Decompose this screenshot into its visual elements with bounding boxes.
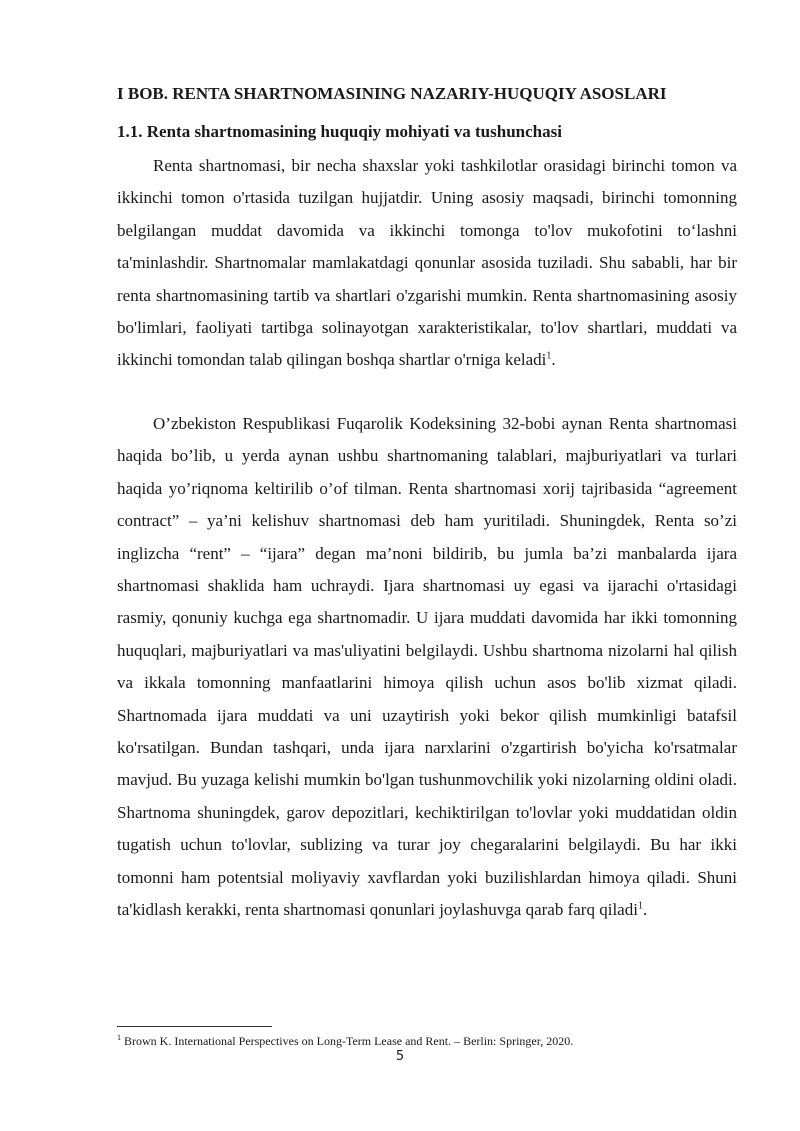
paragraph-2 bbox=[117, 408, 737, 927]
paragraph-1-text: Renta shartnomasi, bir necha shaxslar yoki tashkilotlar orasidagi birinchi tomon va ikkinchi tomon o'rtasida tuzilgan hujjatdir. Uning asosiy maqsadi, birinchi tomonning belgilangan muddat davomida va ikkinchi tomonga to'lov mukofotini to‘lashni ta'minlashdir. Shartnomalar mamlakatdagi qonunlar asosida tuziladi. Shu sababli, har bir renta shartnomasining tartib va shartlari o'zgarishi mumkin. Renta shartnomasining asosiy bo'limlari, faoliyati tartibga solinayotgan xarakteristikalar, to'lov shartlari, muddati va ikkinchi tomondan talab qilingan boshqa shartlar o'rniga keladi bbox=[117, 156, 737, 370]
footnote-text: Brown K. International Perspectives on Long-Term Lease and Rent. – Berlin: Springer, 2020. bbox=[121, 1034, 574, 1048]
paragraph-2-tail: . bbox=[642, 900, 648, 920]
paragraph-1-tail: . bbox=[551, 350, 556, 370]
paragraph-2-text: O’zbekiston Respublikasi Fuqarolik Kodeksining 32-bobi aynan Renta shartnomasi haqida bo’lib, u yerda aynan ushbu shartnomaning talablari, majburiyatlari va turlari haqida yo’riqnoma keltirilib o’of tilman. Renta shartnomasi xorij tajribasida “agreement contract” – ya’ni kelishuv shartnomasi deb ham yuritiladi. Shuningdek, Renta so’zi inglizcha “rent” – “ijara” degan ma’noni bildirib, bu jumla ba’zi manbalarda ijara shartnomasi shaklida ham uchraydi. Ijara shartnomasi uy egasi va ijarachi o'rtasidagi rasmiy, qonuniy kuchga ega shartnomadir. U ijara muddati davomida har ikki tomonning huquqlari, majburiyatlari va mas'uliyatini belgilaydi. Ushbu shartnoma nizolarni hal qilish va ikkala tomonning manfaatlarini himoya qilish uchun asos bo'lib xizmat qiladi. Shartnomada ijara muddati va uni uzaytirish yoki bekor qilish mumkinligi batafsil ko'rsatilgan. Bundan tashqari, unda ijara narxlarini o'zgartirish bo'yicha ko'rsatmalar mavjud. Bu yuzaga kelishi mumkin bo'lgan tushunmovchilik yoki nizolarning oldini oladi. Shartnoma shuningdek, garov depozitlari, kechiktirilgan to'lovlar yoki muddatidan oldin tugatish uchun to'lovlar, sublizing va turar joy chegaralarini belgilaydi. Bu har ikki tomonni ham potentsial moliyaviy xavflardan yoki buzilishlardan himoya qiladi. Shuni ta'kidlash kerakki, renta shartnomasi qonunlari joylashuvga qarab farq qiladi bbox=[117, 414, 737, 920]
footnote bbox=[117, 1033, 737, 1049]
paragraph-1 bbox=[117, 150, 737, 377]
footnote-ref-1[interactable]: 1 bbox=[546, 350, 552, 362]
footnote-marker: 1 bbox=[117, 1033, 121, 1042]
section-title: 1.1. Renta shartnomasining huquqiy mohiyati va tushunchasi bbox=[117, 122, 562, 141]
footnote-separator bbox=[117, 1026, 272, 1027]
chapter-title: I BOB. RENTA SHARTNOMASINING NAZARIY-HUQUQIY ASOSLARI bbox=[117, 84, 667, 103]
page-number: 5 bbox=[395, 1049, 405, 1064]
footnote-ref-2[interactable]: 1 bbox=[637, 900, 643, 912]
